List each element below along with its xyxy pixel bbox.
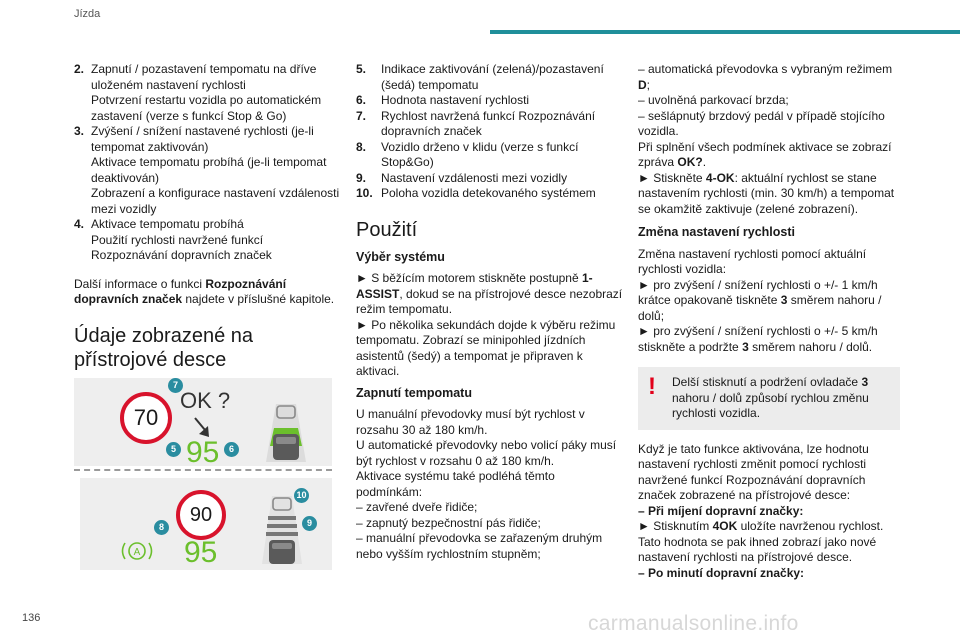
paragraph: ► pro zvýšení / snížení rychlosti o +/- 1 km/h krátce opakovaně tiskněte 3 směrem nahoru / dolů; bbox=[638, 277, 882, 323]
paragraph: ► S běžícím motorem stiskněte postupně 1-ASSIST, dokud se na přístrojové desce nezobrazí režim tempomatu. bbox=[356, 271, 623, 316]
more-info-paragraph: Další informace o funkci Rozpoznávání dopravních značek najdete v příslušné kapitole. bbox=[74, 276, 335, 306]
column-right bbox=[638, 62, 900, 581]
warning-box bbox=[638, 367, 900, 430]
callout-badge-6: 6 bbox=[224, 442, 239, 457]
instrument-panel-bottom bbox=[80, 478, 332, 570]
header-accent-bar bbox=[490, 30, 960, 34]
paragraph: Když je tato funkce aktivována, lze hodnotu nastavení rychlosti změnit pomocí rychlosti navržené funkcí Rozpoznávání dopravních značek zobrazené na přístrojové desce: bbox=[638, 441, 869, 502]
column-middle bbox=[356, 62, 624, 562]
paragraph: ► Po několika sekundách dojde k výběru režimu tempomatu. Zobrazí se minipohled jízdních asistentů (šedý) a tempomat je připraven k aktivaci. bbox=[356, 317, 616, 378]
condition-item: – automatická převodovka s vybraným režimem D; bbox=[638, 62, 893, 92]
legend-item: 5. Indikace zaktivování (zelená)/pozastavení (šedá) tempomatu bbox=[356, 62, 604, 92]
paragraph: Při splnění všech podmínek aktivace se zobrazí zpráva OK?. bbox=[638, 139, 892, 169]
auto-hold-icon bbox=[120, 538, 154, 564]
callout-badge-9: 9 bbox=[302, 516, 317, 531]
paragraph: U automatické převodovky nebo volicí páky musí být rychlost v rozsahu 0 až 180 km/h. bbox=[356, 438, 617, 468]
item-text: Aktivace tempomatu probíhá bbox=[91, 217, 244, 231]
section-title: Jízda bbox=[74, 8, 101, 20]
item-text: Potvrzení restartu vozidla po automatickém zastavení (verze s funkcí Stop & Go) bbox=[91, 93, 322, 123]
warning-icon: ! bbox=[648, 373, 656, 400]
condition-item: – zavřené dveře řidiče; bbox=[356, 500, 478, 514]
section-heading-usage: Použití bbox=[356, 218, 418, 241]
subheading-speed-change: Změna nastavení rychlosti bbox=[638, 225, 796, 239]
paragraph: U manuální převodovky musí být rychlost v rozsahu 30 až 180 km/h. bbox=[356, 407, 585, 437]
page-number: 136 bbox=[22, 612, 41, 624]
item-text: Zobrazení a konfigurace nastavení vzdálenosti mezi vozidly bbox=[91, 186, 340, 216]
condition-item: – uvolněná parkovací brzda; bbox=[638, 93, 789, 107]
list-item bbox=[74, 62, 342, 124]
callout-badge-7: 7 bbox=[168, 378, 183, 393]
paragraph: – Při míjení dopravní značky: bbox=[638, 503, 804, 518]
ok-prompt: OK ? bbox=[180, 388, 231, 413]
legend-item: 6. Hodnota nastavení rychlosti bbox=[356, 93, 530, 107]
instrument-panel-top bbox=[74, 378, 332, 469]
watermark: carmanualsonline.info bbox=[588, 612, 799, 635]
paragraph: ► Stiskněte 4-OK: aktuální rychlost se stane nastavením rychlosti (min. 30 km/h) a tempomat se okamžitě zaktivuje (zelené zobrazení). bbox=[638, 170, 895, 216]
condition-item: – zapnutý bezpečnostní pás řidiče; bbox=[356, 515, 541, 530]
speed-sign-90: 90 bbox=[176, 490, 226, 540]
callout-badge-10: 10 bbox=[294, 488, 309, 503]
paragraph: ► pro zvýšení / snížení rychlosti o +/- 5 km/h stiskněte a podržte 3 směrem nahoru / dolů. bbox=[638, 324, 878, 354]
column-left bbox=[74, 62, 342, 372]
vehicle-lane-icon bbox=[262, 400, 310, 464]
legend-item: 9. Nastavení vzdálenosti mezi vozidly bbox=[356, 170, 568, 185]
section-heading-display: Údaje zobrazené na přístrojové desce bbox=[74, 324, 254, 371]
legend-item: 8. Vozidlo drženo v klidu (verze s funkcí Stop&Go) bbox=[356, 139, 579, 169]
set-speed-value: 95 bbox=[184, 536, 218, 569]
list-item bbox=[74, 217, 342, 264]
paragraph: Změna nastavení rychlosti pomocí aktuální rychlosti vozidla: bbox=[638, 246, 867, 276]
figure-divider bbox=[74, 469, 332, 471]
item-text: Aktivace tempomatu probíhá (je-li tempomat deaktivován) bbox=[91, 155, 327, 185]
svg-text:A: A bbox=[133, 547, 141, 558]
vehicle-distance-icon bbox=[258, 494, 306, 566]
list-item bbox=[74, 124, 342, 217]
item-text: Zapnutí / pozastavení tempomatu na dříve uloženém nastavení rychlosti bbox=[91, 62, 317, 92]
callout-badge-8: 8 bbox=[154, 520, 169, 535]
subheading-system-selection: Výběr systému bbox=[356, 249, 445, 264]
condition-item: – manuální převodovka se zařazeným druhým nebo vyšším rychlostním stupněm; bbox=[356, 531, 603, 561]
paragraph: Tato hodnota se pak ihned zobrazí jako nové nastavení rychlosti na přístrojové desce. bbox=[638, 534, 877, 564]
condition-item: – sešlápnutý brzdový pedál v případě stojícího vozidla. bbox=[638, 108, 885, 138]
item-number: 4. bbox=[74, 217, 85, 231]
callout-badge-5: 5 bbox=[166, 442, 181, 457]
warning-text: Delší stisknutí a podržení ovladače 3 nahoru / dolů způsobí rychlou změnu rychlosti vozidla. bbox=[672, 375, 869, 420]
item-text: Zvýšení / snížení nastavené rychlosti (je-li tempomat zaktivován) bbox=[91, 124, 314, 154]
paragraph: ► Stisknutím 4OK uložíte navrženou rychlost. bbox=[638, 519, 884, 533]
paragraph: – Po minutí dopravní značky: bbox=[638, 565, 805, 580]
set-speed-value: 95 bbox=[186, 436, 220, 469]
subheading-activation: Zapnutí tempomatu bbox=[356, 385, 472, 400]
speed-sign-70: 70 bbox=[120, 392, 172, 444]
legend-item: 7. Rychlost navržená funkcí Rozpoznávání dopravních značek bbox=[356, 108, 596, 138]
legend-item: 10. Poloha vozidla detekovaného systémem bbox=[356, 186, 596, 200]
item-number: 2. bbox=[74, 62, 85, 76]
item-number: 3. bbox=[74, 124, 85, 138]
item-text: Použití rychlosti navržené funkcí Rozpoznávání dopravních značek bbox=[91, 232, 272, 262]
paragraph: Aktivace systému také podléhá těmto podmínkám: bbox=[356, 469, 555, 499]
